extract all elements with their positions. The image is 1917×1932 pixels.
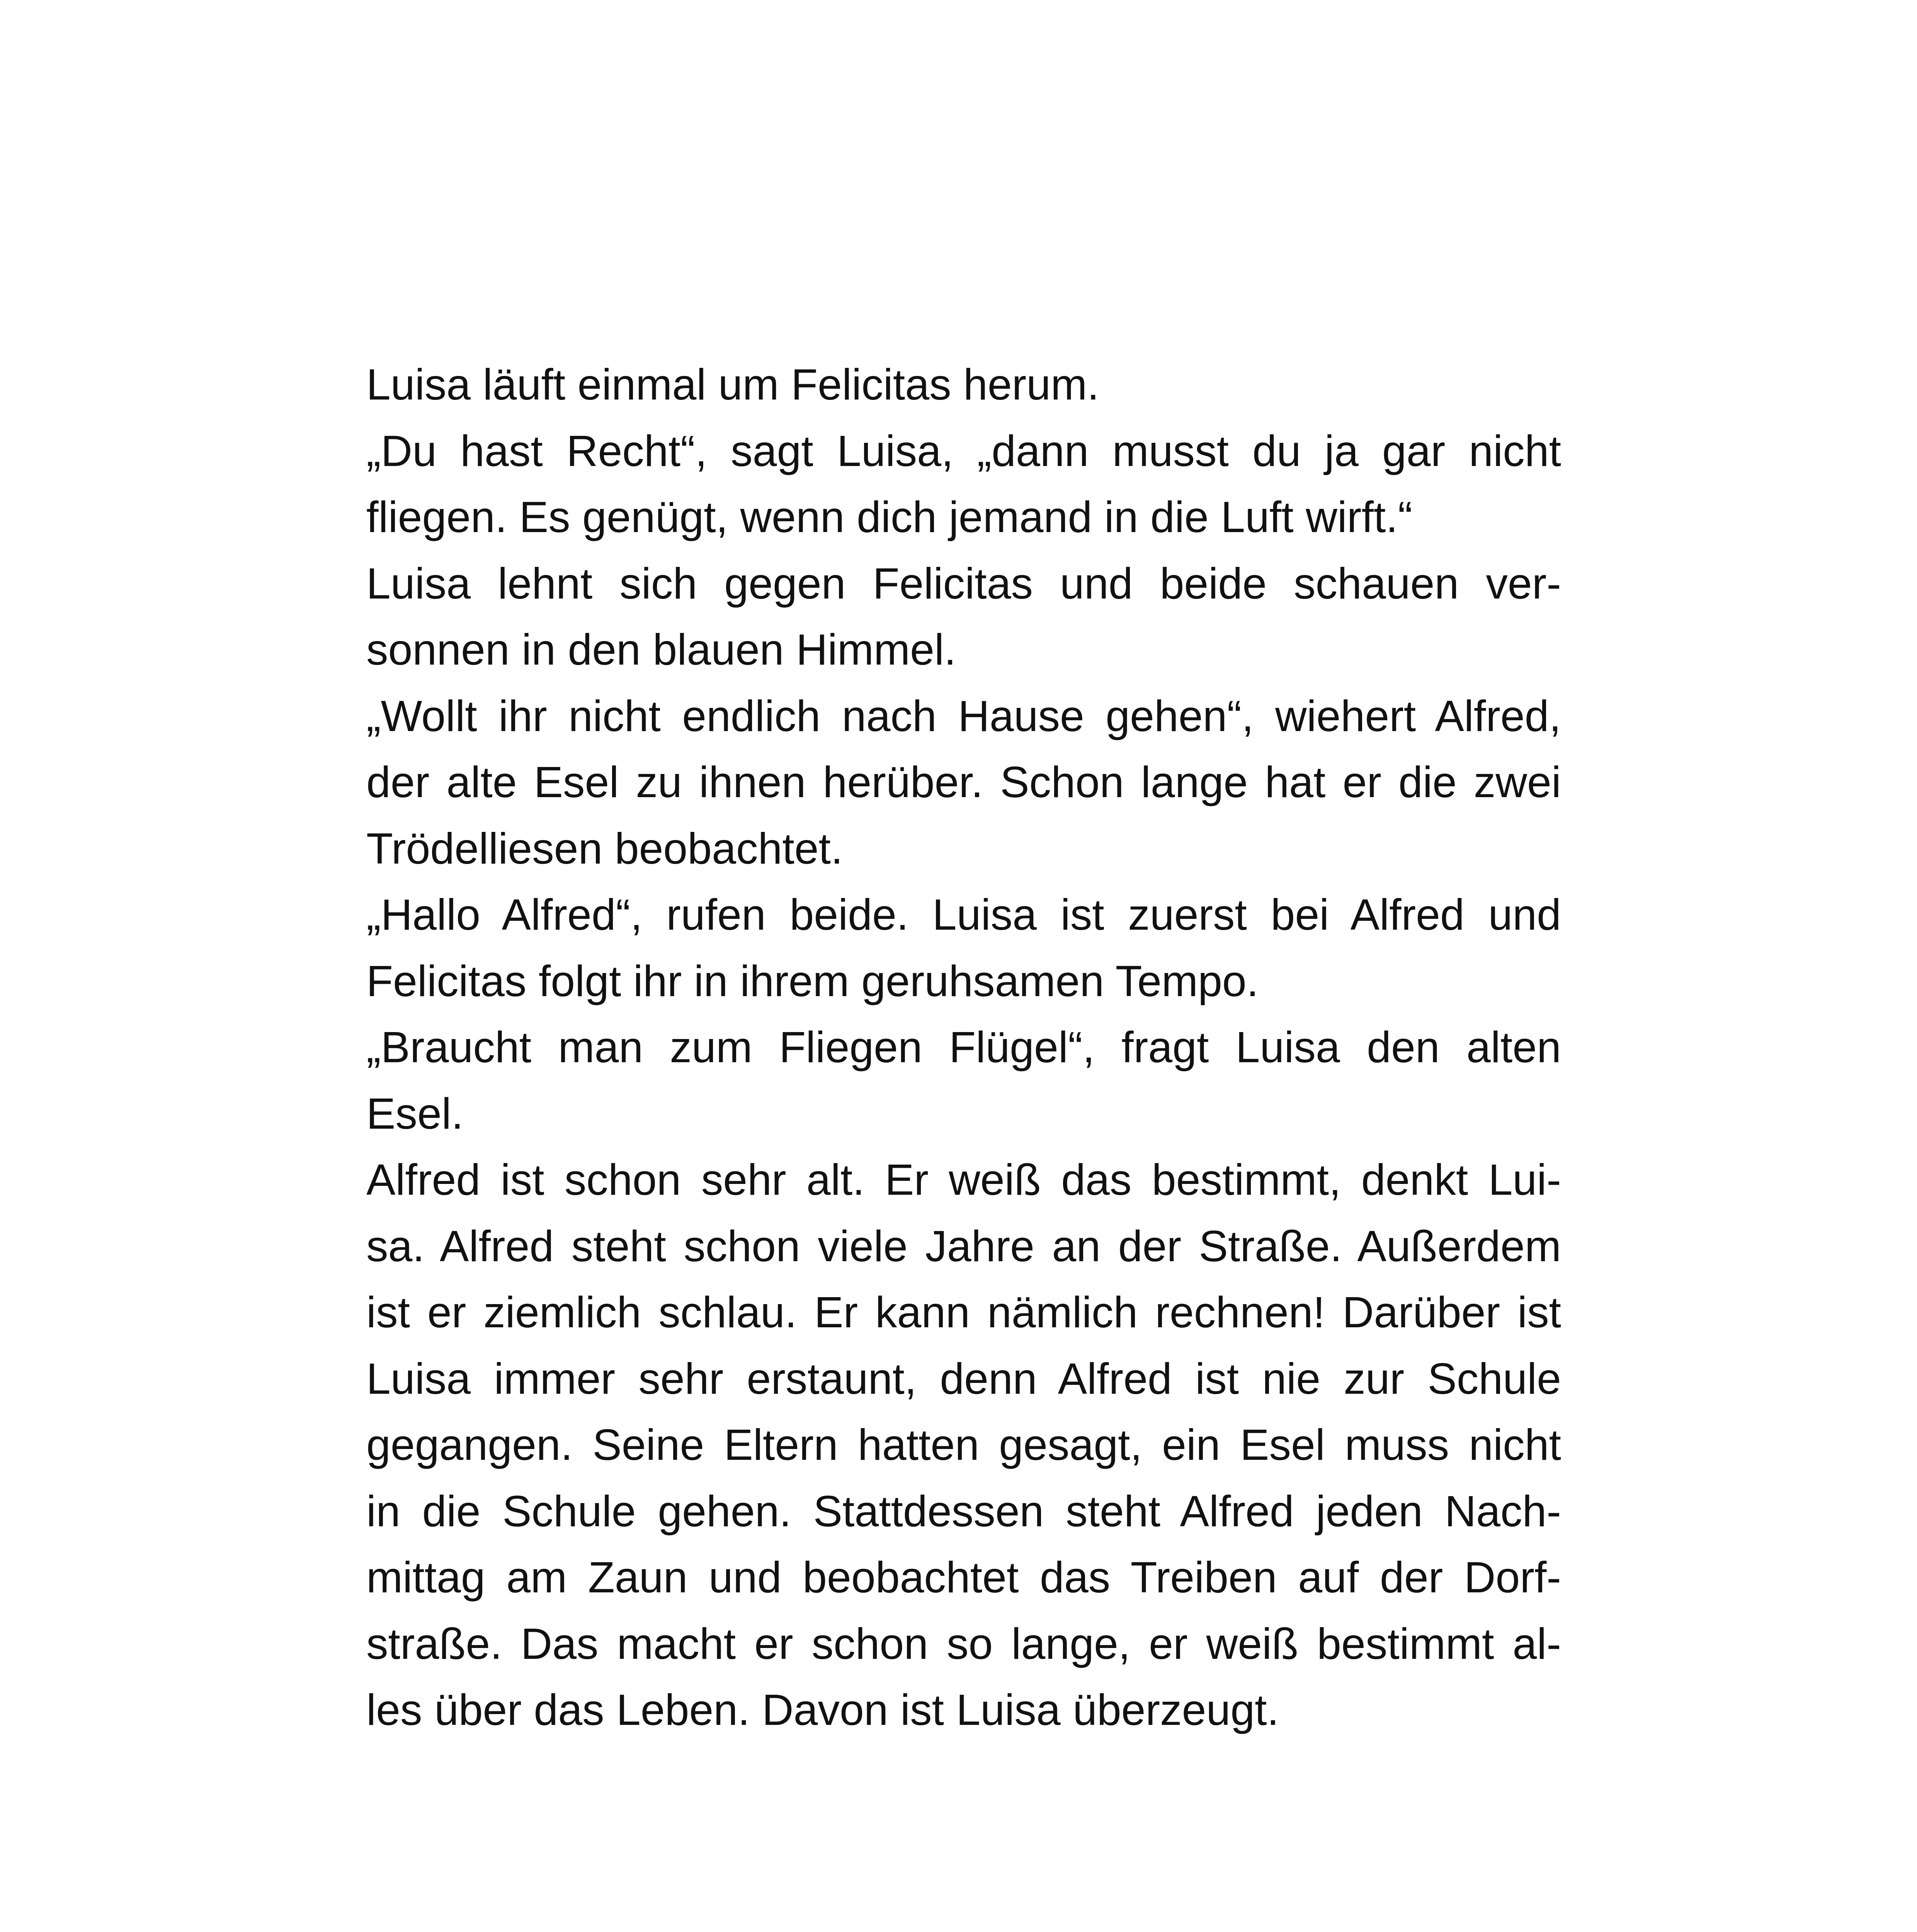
text-line: mittag am Zaun und beobachtet das Treiben auf der Dorf- xyxy=(366,1553,1561,1602)
text-line: sonnen in den blauen Himmel. xyxy=(366,625,956,674)
text-line: les über das Leben. Davon ist Luisa überzeugt. xyxy=(366,1685,1279,1734)
text-line: straße. Das macht er schon so lange, er weiß bestimmt al- xyxy=(366,1619,1561,1668)
text-line: Luisa immer sehr erstaunt, denn Alfred ist nie zur Schule xyxy=(366,1354,1561,1403)
text-line: Felicitas folgt ihr in ihrem geruhsamen Tempo. xyxy=(366,956,1259,1005)
text-line: „Braucht man zum Fliegen Flügel“, fragt Luisa den alten xyxy=(366,1023,1561,1071)
body-text xyxy=(366,352,1561,1743)
text-line: Luisa läuft einmal um Felicitas herum. xyxy=(366,360,1099,409)
text-line: Esel. xyxy=(366,1089,464,1138)
text-line: Trödelliesen beobachtet. xyxy=(366,824,843,873)
text-line: „Hallo Alfred“, rufen beide. Luisa ist zuerst bei Alfred und xyxy=(366,890,1561,939)
text-line: Luisa lehnt sich gegen Felicitas und beide schauen ver- xyxy=(366,559,1561,608)
text-line: ist er ziemlich schlau. Er kann nämlich rechnen! Darüber ist xyxy=(366,1288,1561,1337)
text-line: Alfred ist schon sehr alt. Er weiß das bestimmt, denkt Lui- xyxy=(366,1155,1561,1204)
text-line: fliegen. Es genügt, wenn dich jemand in die Luft wirft.“ xyxy=(366,493,1413,541)
text-line: „Wollt ihr nicht endlich nach Hause gehen“, wiehert Alfred, xyxy=(366,691,1561,740)
text-line: der alte Esel zu ihnen herüber. Schon lange hat er die zwei xyxy=(366,758,1561,806)
text-line: in die Schule gehen. Stattdessen steht Alfred jeden Nach- xyxy=(366,1486,1561,1536)
text-line: „Du hast Recht“, sagt Luisa, „dann musst du ja gar nicht xyxy=(366,426,1561,475)
text-line: sa. Alfred steht schon viele Jahre an der Straße. Außerdem xyxy=(366,1221,1561,1270)
text-line: gegangen. Seine Eltern hatten gesagt, ein Esel muss nicht xyxy=(366,1420,1561,1469)
